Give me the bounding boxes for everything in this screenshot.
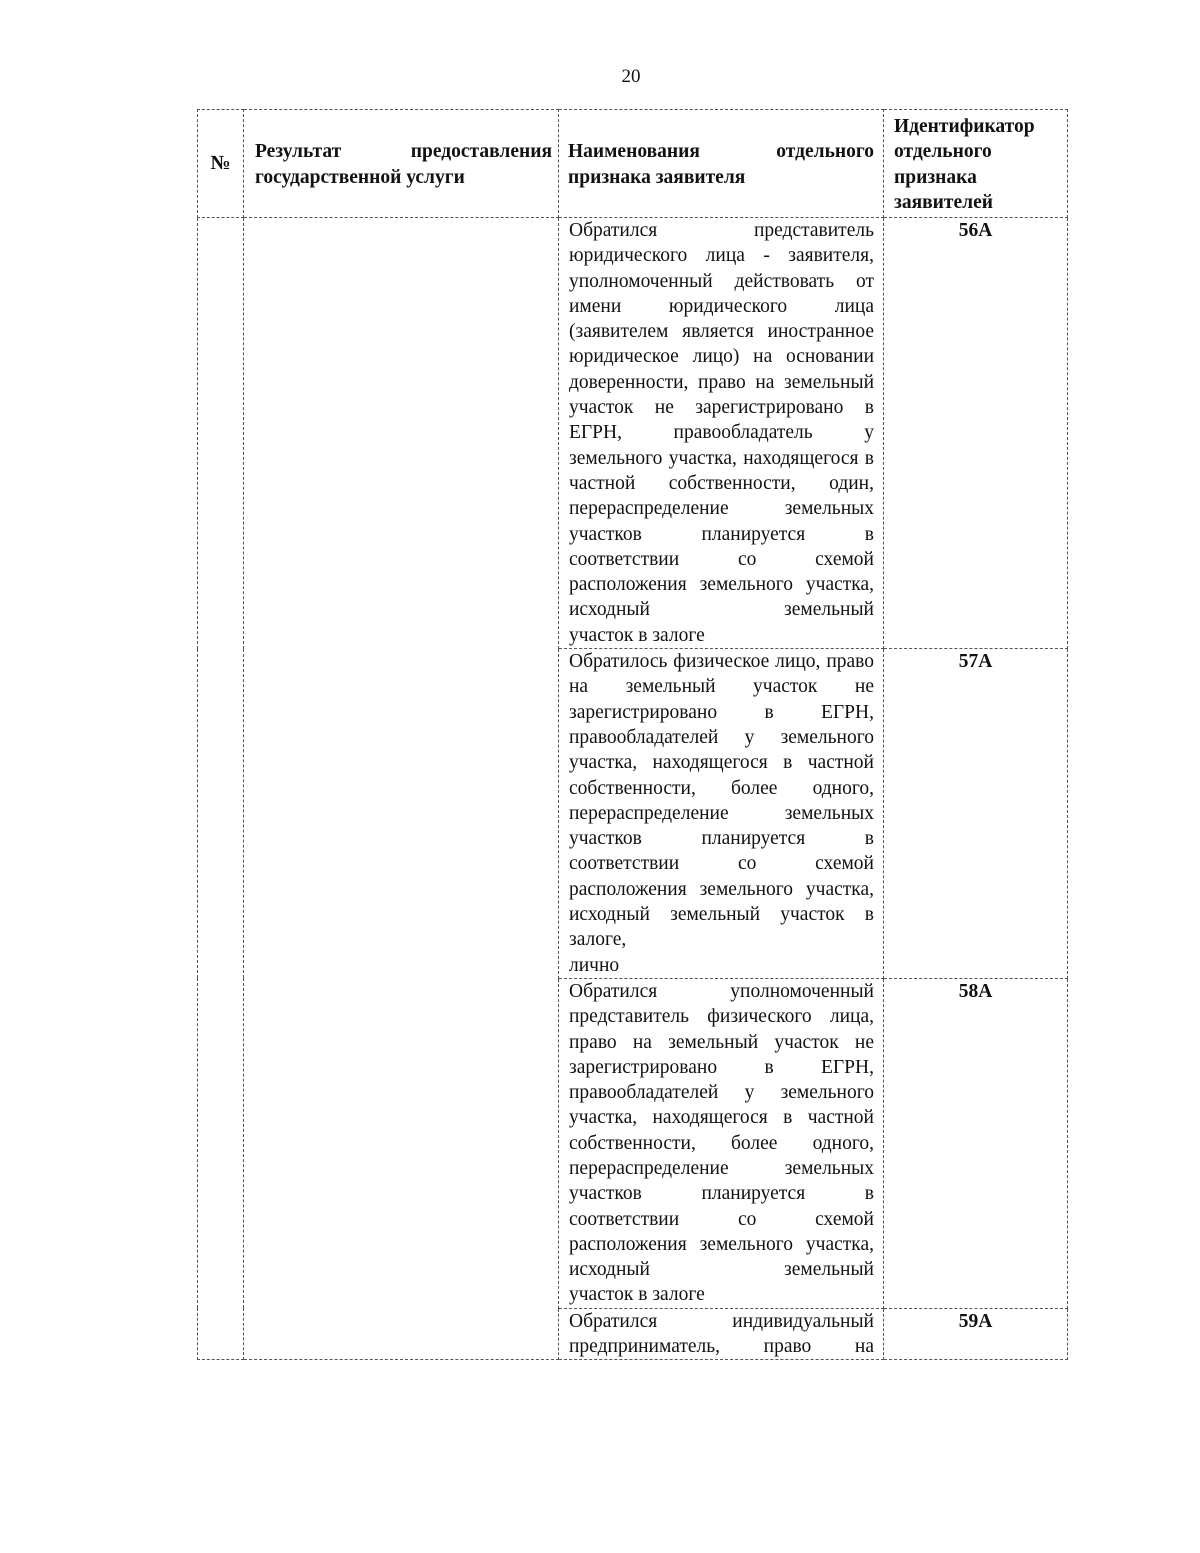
- number-cell: [198, 649, 244, 979]
- page-number: 20: [621, 66, 641, 87]
- table-row: [198, 978, 1068, 1308]
- table-row: [198, 218, 1068, 649]
- feature-description-cell: [559, 978, 884, 1308]
- header-row: [198, 110, 1068, 218]
- result-cell: [244, 978, 559, 1308]
- table: [197, 109, 1068, 1360]
- result-cell: [244, 649, 559, 979]
- header-feature-name: Наименования отдельного признака заявителя: [559, 110, 884, 218]
- table-row: [198, 1308, 1068, 1360]
- identifier-cell: 57А: [884, 649, 1068, 979]
- feature-description-cell: [559, 1308, 884, 1360]
- header-identifier: Идентификатор отдельного признака заявителей: [884, 110, 1068, 218]
- table-header: [198, 110, 1068, 218]
- feature-description: Обратилось физическое лицо, право на земельный участок не зарегистрировано в ЕГРН, правообладателей у земельного участка, находящегося в частной собственности, более одного, перераспределение земельных участков планируется в соответствии со схемой расположения земельного участка, исходный земельный участок в залоге,: [569, 651, 874, 951]
- feature-description-cell: [559, 649, 884, 979]
- feature-description: Обратился представитель юридического лица - заявителя, уполномоченный действовать от имени юридического лица (заявителем является иностранное юридическое лицо) на основании доверенности, право на земельный участок не зарегистрировано в ЕГРН, правообладатель у земельного участка, находящегося в частной собственности, один, перераспределение земельных участков планируется в соответствии со схемой расположения земельного участка, исходный земельный: [569, 220, 874, 621]
- identifier-cell: 56А: [884, 218, 1068, 649]
- identifier-cell: 58А: [884, 978, 1068, 1308]
- number-cell: [198, 1308, 244, 1360]
- header-result: Результат предоставления государственной услуги: [244, 110, 559, 218]
- header-number: №: [198, 110, 244, 218]
- feature-description-last-line: участок в залоге: [569, 1284, 705, 1306]
- result-cell: [244, 1308, 559, 1360]
- table-body: [198, 218, 1068, 1360]
- feature-description-last-line: лично: [569, 954, 620, 976]
- feature-description-cell: [559, 218, 884, 649]
- number-cell: [198, 978, 244, 1308]
- result-cell: [244, 218, 559, 649]
- table-row: [198, 649, 1068, 979]
- feature-description-last-line: участок в залоге: [569, 624, 705, 646]
- feature-description: Обратился индивидуальный предприниматель, право на: [569, 1310, 874, 1358]
- number-cell: [198, 218, 244, 649]
- identifier-cell: 59А: [884, 1308, 1068, 1360]
- applicant-features-table: [197, 109, 1067, 1360]
- feature-description: Обратился уполномоченный представитель физического лица, право на земельный участок не зарегистрировано в ЕГРН, правообладателей у земельного участка, находящегося в частной собственности, более одного, перераспределение земельных участков планируется в соответствии со схемой расположения земельного участка, исходный земельный: [569, 980, 874, 1281]
